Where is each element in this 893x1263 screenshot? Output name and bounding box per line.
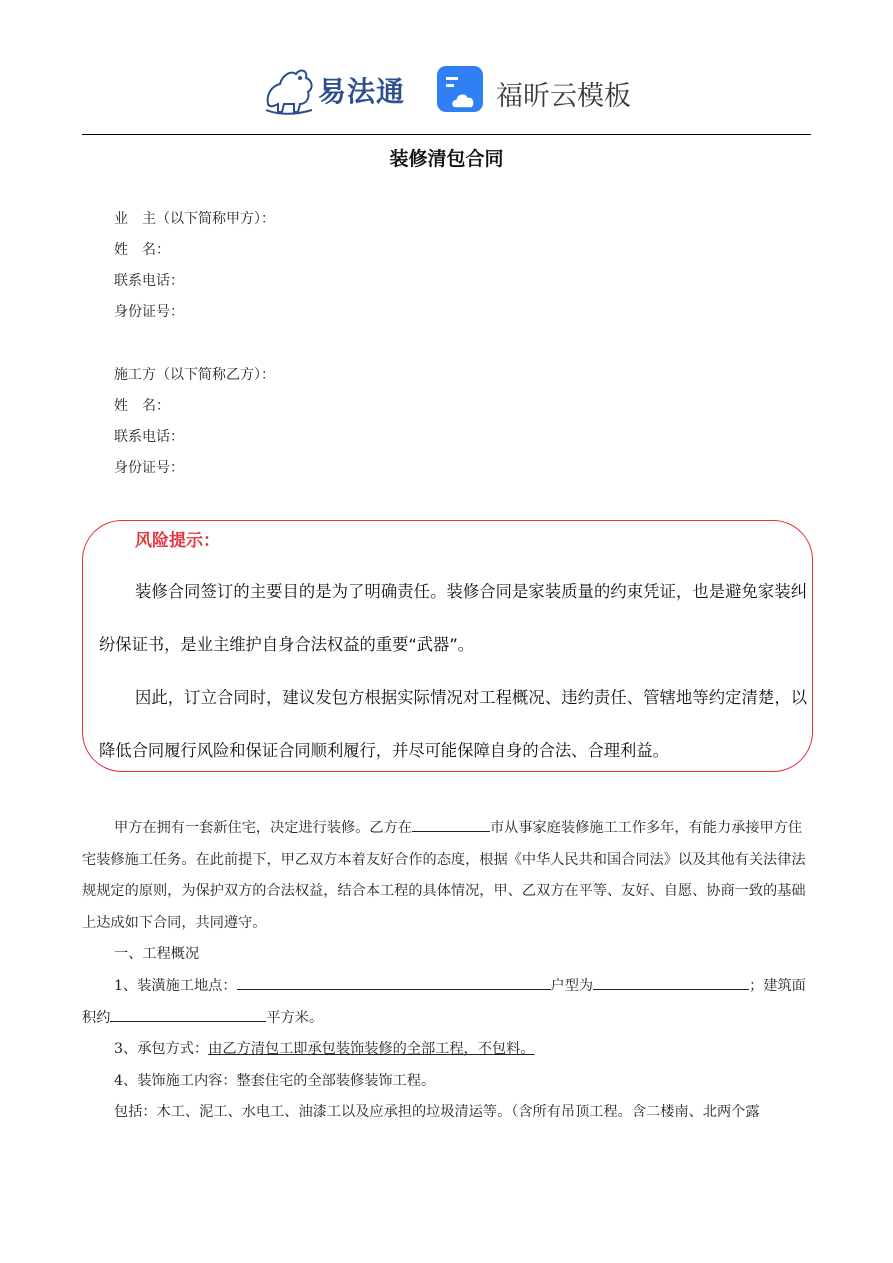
include-paragraph: 包括：木工、泥工、水电工、油漆工以及应承担的垃圾清运等。（含所有吊顶工程。含二楼南、北两个露 xyxy=(114,1104,760,1121)
layout-blank xyxy=(593,973,749,990)
item-4: 4、装饰施工内容：整套住宅的全部装修装饰工程。 xyxy=(114,1072,436,1089)
item3-label: 3、承包方式： xyxy=(114,1041,209,1058)
contractor-phone-field: 联系电话： xyxy=(114,429,184,445)
contractor-id-field: 身份证号： xyxy=(114,460,184,476)
header-divider xyxy=(82,134,811,135)
contractor-info xyxy=(114,360,275,484)
yifatong-logo-text: 易法通 xyxy=(318,75,406,108)
risk-notice-title: 风险提示： xyxy=(135,531,220,551)
city-blank xyxy=(412,815,490,832)
contract-body xyxy=(82,813,812,1129)
risk-paragraph-2: 因此，订立合同时，建议发包方根据实际情况对工程概况、违约责任、管辖地等约定清楚，以降低合同履行风险和保证合同顺利履行，并尽可能保障自身的合法、合理利益。 xyxy=(99,688,807,760)
item1-unit: 平方米。 xyxy=(266,1009,324,1026)
item-3 xyxy=(82,1034,812,1066)
owner-id-field: 身份证号： xyxy=(114,304,184,320)
header xyxy=(0,58,893,124)
item1-label: 1、装潢施工地点： xyxy=(114,977,237,994)
item-1 xyxy=(82,971,812,1034)
intro-text-b: 市从事家庭装修施工工作多年，有能力承接甲方住宅装修施工任务。在此前提下，甲乙双方本着友好合作的态度，根据《中华人民共和国合同法》以及其他有关法律法规规定的原则，为保护双方的合法权益，结合本工程的具体情况，甲、乙双方在平等、友好、自愿、协商一致的基础上达成如下合同，共同遵守。 xyxy=(82,820,806,931)
risk-paragraph-1: 装修合同签订的主要目的是为了明确责任。装修合同是家装质量的约束凭证，也是避免家装纠纷保证书，是业主维护自身合法权益的重要“武器”。 xyxy=(99,582,807,654)
risk-notice-box xyxy=(82,520,813,772)
area-blank xyxy=(110,1005,266,1022)
intro-paragraph xyxy=(82,813,812,939)
item3-value: 由乙方清包工即承包装饰装修的全部工程，不包料。 xyxy=(208,1041,535,1058)
section-1-heading: 一、工程概况 xyxy=(114,946,200,963)
cloud-doc-icon xyxy=(436,64,486,114)
document-title: 装修清包合同 xyxy=(389,148,504,170)
address-blank xyxy=(237,973,551,990)
qilin-icon xyxy=(262,64,318,118)
owner-heading: 业 主（以下简称甲方）： xyxy=(114,211,275,227)
risk-notice-body xyxy=(99,565,807,777)
contractor-heading: 施工方（以下简称乙方）： xyxy=(114,367,275,383)
owner-name-field: 姓 名： xyxy=(114,242,170,258)
item1-area-label: ；建筑面积约 xyxy=(82,977,806,1026)
yifatong-logo xyxy=(262,64,414,118)
contractor-name-field: 姓 名： xyxy=(114,398,170,414)
owner-phone-field: 联系电话： xyxy=(114,273,184,289)
item1-layout-label: 户型为 xyxy=(550,977,594,994)
fuxin-logo xyxy=(436,64,636,120)
fuxin-logo-text: 福昕云模板 xyxy=(496,81,631,112)
intro-text-a: 甲方在拥有一套新住宅，决定进行装修。乙方在 xyxy=(114,820,412,836)
owner-info xyxy=(114,204,275,328)
